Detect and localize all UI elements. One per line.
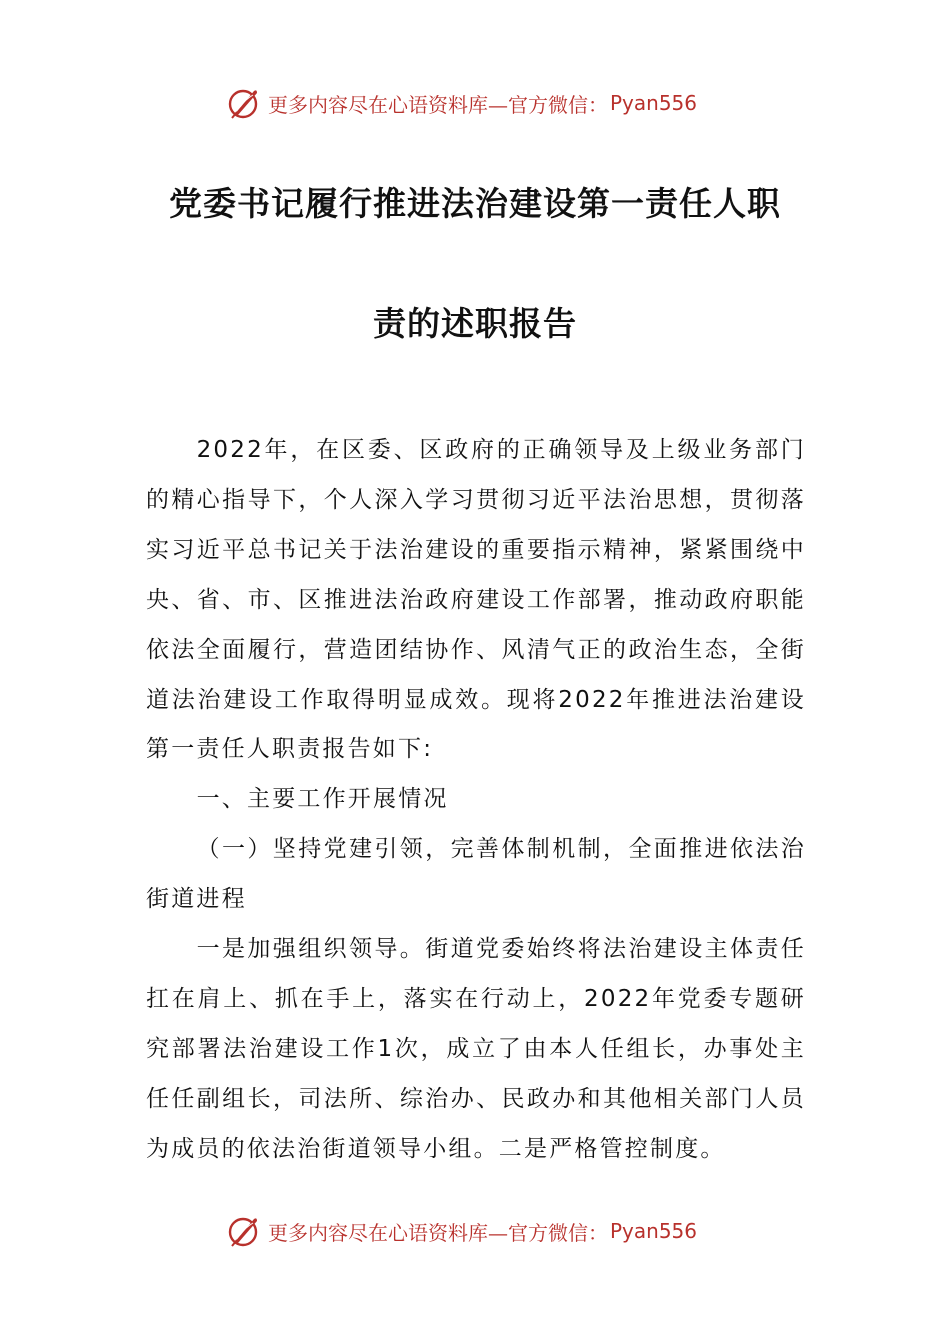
document-title-line-2: 责的述职报告 xyxy=(373,304,577,343)
watermark-text: 更多内容尽在心语资料库—官方微信： xyxy=(268,92,608,117)
quill-pen-logo-icon xyxy=(226,1213,262,1249)
document-title-line-1: 党委书记履行推进法治建设第一责任人职 xyxy=(169,184,781,223)
watermark-account: Pyan556 xyxy=(610,91,698,115)
watermark-footer xyxy=(226,1211,697,1251)
section-heading: 一、主要工作开展情况 xyxy=(196,786,449,813)
subsection-heading: （一）坚持党建引领，完善体制机制，全面推进依法治街道进程 xyxy=(146,836,806,913)
document-body xyxy=(146,426,806,1175)
watermark-text: 更多内容尽在心语资料库—官方微信： xyxy=(268,1220,608,1245)
quill-pen-logo-icon xyxy=(226,85,262,121)
body-paragraph-intro: 2022年，在区委、区政府的正确领导及上级业务部门的精心指导下，个人深入学习贯彻习近平法治思想，贯彻落实习近平总书记关于法治建设的重要指示精神，紧紧围绕中央、省、市、区推进法治政府建设工作部署，推动政府职能依法全面履行，营造团结协作、风清气正的政治生态，全街道法治建设工作取得明显成效。现将2022年推进法治建设第一责任人职责报告如下: xyxy=(146,437,806,763)
watermark-header xyxy=(226,83,697,123)
watermark-account: Pyan556 xyxy=(610,1219,698,1243)
body-paragraph: 一是加强组织领导。街道党委始终将法治建设主体责任扛在肩上、抓在手上，落实在行动上，2022年党委专题研究部署法治建设工作1次，成立了由本人任组长，办事处主任任副组长，司法所、综治办、民政办和其他相关部门人员为成员的依法治街道领导小组。二是严格管控制度。 xyxy=(146,936,806,1162)
